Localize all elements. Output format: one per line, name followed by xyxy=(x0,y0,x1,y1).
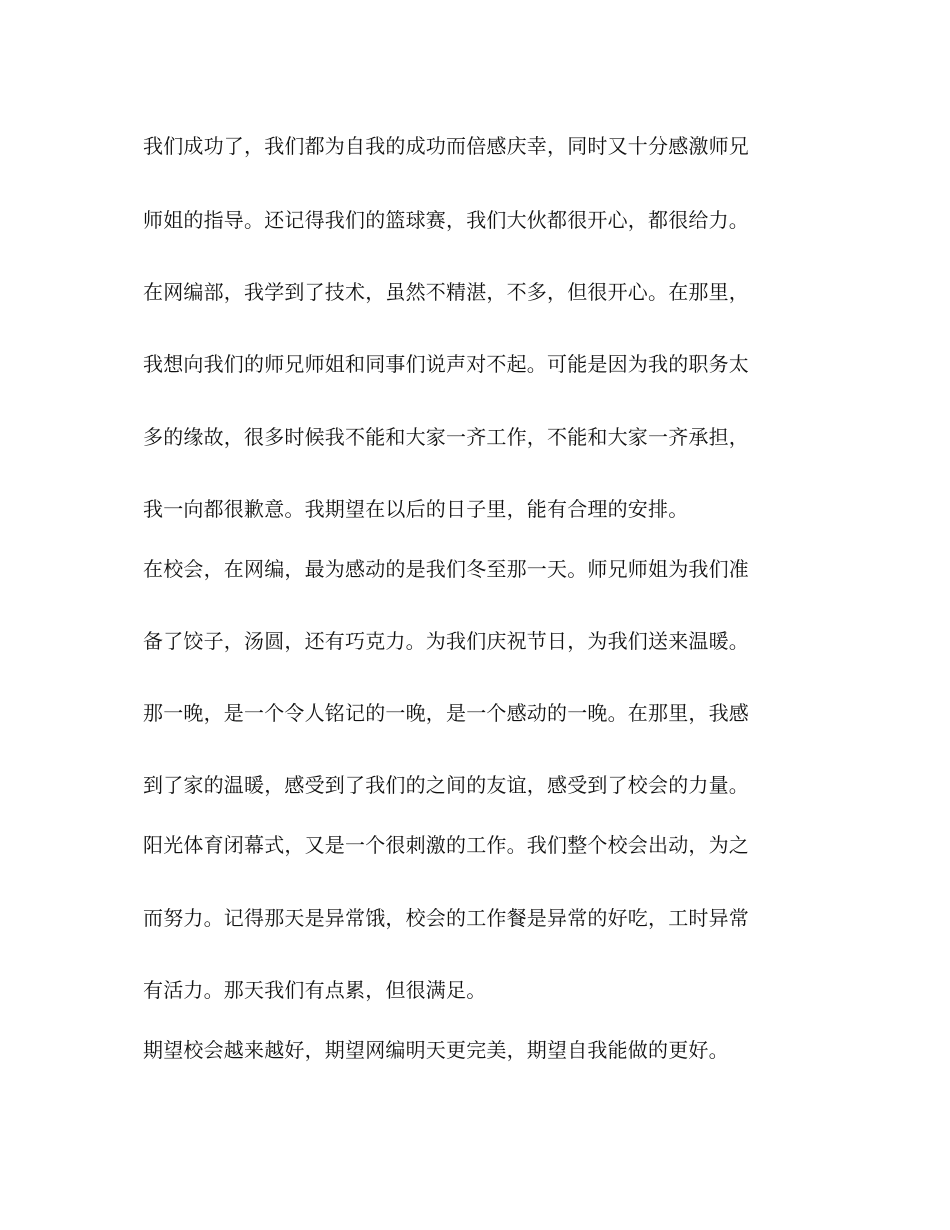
text-line: 有活力。那天我们有点累，但很满足。 xyxy=(143,978,487,1002)
text-line: 我想向我们的师兄师姐和同事们说声对不起。可能是因为我的职务太 xyxy=(143,352,749,376)
text-line: 多的缘故，很多时候我不能和大家一齐工作，不能和大家一齐承担， xyxy=(143,425,749,449)
text-line: 在网编部，我学到了技术，虽然不精湛，不多，但很开心。在那里， xyxy=(143,280,749,304)
text-line: 那一晚，是一个令人铭记的一晚，是一个感动的一晚。在那里，我感 xyxy=(143,701,749,725)
text-line: 备了饺子，汤圆，还有巧克力。为我们庆祝节日，为我们送来温暖。 xyxy=(143,629,749,653)
text-line: 在校会，在网编，最为感动的是我们冬至那一天。师兄师姐为我们准 xyxy=(143,557,749,581)
text-line: 师姐的指导。还记得我们的篮球赛，我们大伙都很开心，都很给力。 xyxy=(143,208,749,232)
text-line: 而努力。记得那天是异常饿，校会的工作餐是异常的好吃，工时异常 xyxy=(143,906,749,930)
text-line: 期望校会越来越好，期望网编明天更完美，期望自我能做的更好。 xyxy=(143,1038,729,1062)
text-line: 阳光体育闭幕式，又是一个很刺激的工作。我们整个校会出动，为之 xyxy=(143,833,749,857)
text-line: 到了家的温暖，感受到了我们的之间的友谊，感受到了校会的力量。 xyxy=(143,773,749,797)
text-line: 我们成功了，我们都为自我的成功而倍感庆幸，同时又十分感激师兄 xyxy=(143,134,749,158)
text-line: 我一向都很歉意。我期望在以后的日子里，能有合理的安排。 xyxy=(143,497,689,521)
